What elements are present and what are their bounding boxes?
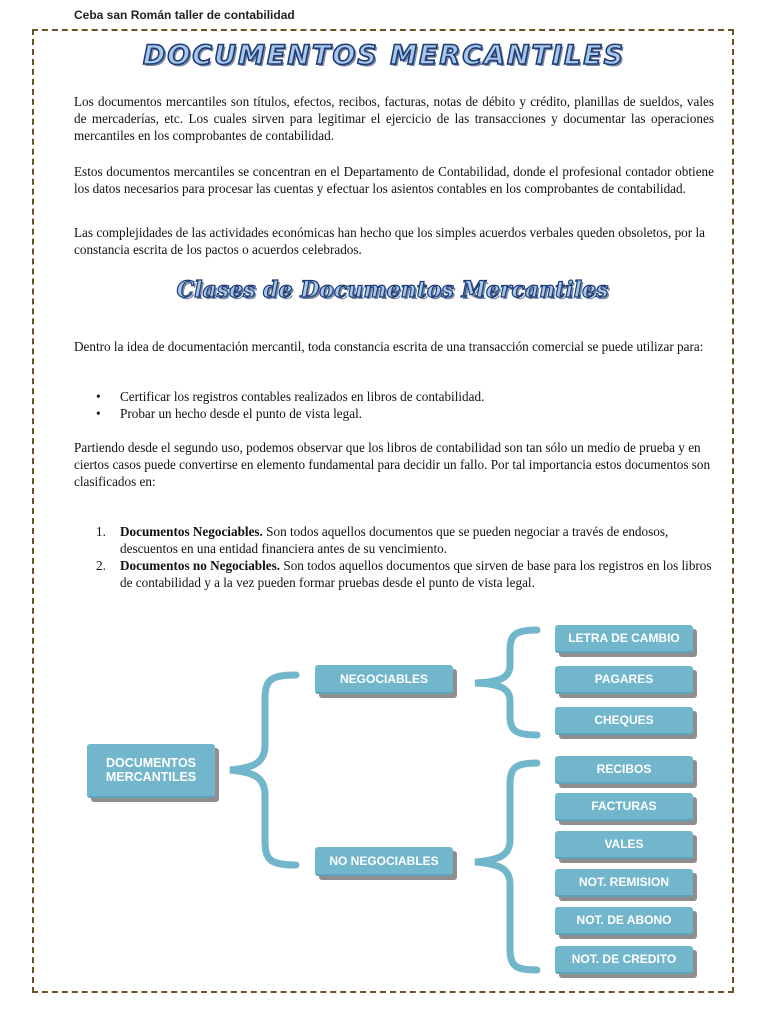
list-item: 1. Documentos Negociables. Son todos aquellos documentos que se pueden negociar a través de endosos, descuentos en una entidad financiera antes de su vencimiento. xyxy=(96,524,669,556)
type-name: Documentos Negociables. xyxy=(120,524,263,539)
intro-paragraph-1: Los documentos mercantiles son títulos, efectos, recibos, facturas, notas de débito y crédito, planillas de sueldos, vales de mercaderías, etc. Los cuales sirven para legitimar el ejercicio de las transacciones y documentar las operaciones mercantiles en los comprobantes de contabilidad. xyxy=(74,94,714,143)
root-box: DOCUMENTOS MERCANTILES xyxy=(87,744,215,798)
section-title: Clases de Documentos Mercantiles xyxy=(176,277,609,303)
list-item: • Certificar los registros contables realizados en libros de contabilidad. xyxy=(74,388,714,405)
list-item: 2. Documentos no Negociables. Son todos aquellos documentos que sirven de base para los registros en los libros de contabilidad y a la vez pueden formar pruebas desde el punto de vista legal. xyxy=(96,558,712,590)
classification-intro: Partiendo desde el segundo uso, podemos observar que los libros de contabilidad son tan sólo un medio de prueba y en ciertos casos puede convertirse en elemento fundamental para decidir un fallo. Por tal importancia estos documentos son clasificados en: xyxy=(74,440,711,489)
type-description: Son todos aquellos documentos que sirven de base para los registros en los libros de contabilidad y a la vez pueden formar pruebas desde el punto de vista legal. xyxy=(120,558,712,590)
item-vales: VALES xyxy=(555,831,693,859)
page-header: Ceba san Román taller de contabilidad xyxy=(74,8,295,22)
branch-no-negociables: NO NEGOCIABLES xyxy=(315,847,453,876)
intro-paragraph-2: Estos documentos mercantiles se concentran en el Departamento de Contabilidad, donde el profesional contador obtiene los datos necesarios para procesar las cuentas y efectuar los asientos contables en los comprobantes de contabilidad. xyxy=(74,164,714,196)
branch-negociables: NEGOCIABLES xyxy=(315,665,453,694)
item-letra-de-cambio: LETRA DE CAMBIO xyxy=(555,625,693,653)
item-facturas: FACTURAS xyxy=(555,793,693,821)
types-list xyxy=(74,523,714,591)
item-not-de-credito: NOT. DE CREDITO xyxy=(555,946,693,974)
list-item: • Probar un hecho desde el punto de vista legal. xyxy=(74,405,714,422)
intro-paragraph-3: Las complejidades de las actividades económicas han hecho que los simples acuerdos verbales queden obsoletos, por la constancia escrita de los pactos o acuerdos celebrados. xyxy=(74,225,705,257)
uses-list xyxy=(74,388,714,422)
item-cheques: CHEQUES xyxy=(555,707,693,735)
main-title: DOCUMENTOS MERCANTILES xyxy=(142,40,626,71)
item-not-de-abono: NOT. DE ABONO xyxy=(555,907,693,935)
type-description: Son todos aquellos documentos que se pueden negociar a través de endosos, descuentos en una entidad financiera antes de su vencimiento. xyxy=(120,524,669,556)
item-recibos: RECIBOS xyxy=(555,756,693,784)
item-pagares: PAGARES xyxy=(555,666,693,694)
item-not-remision: NOT. REMISION xyxy=(555,869,693,897)
uses-intro: Dentro la idea de documentación mercantil, toda constancia escrita de una transacción comercial se puede utilizar para: xyxy=(74,339,704,354)
type-name: Documentos no Negociables. xyxy=(120,558,281,573)
